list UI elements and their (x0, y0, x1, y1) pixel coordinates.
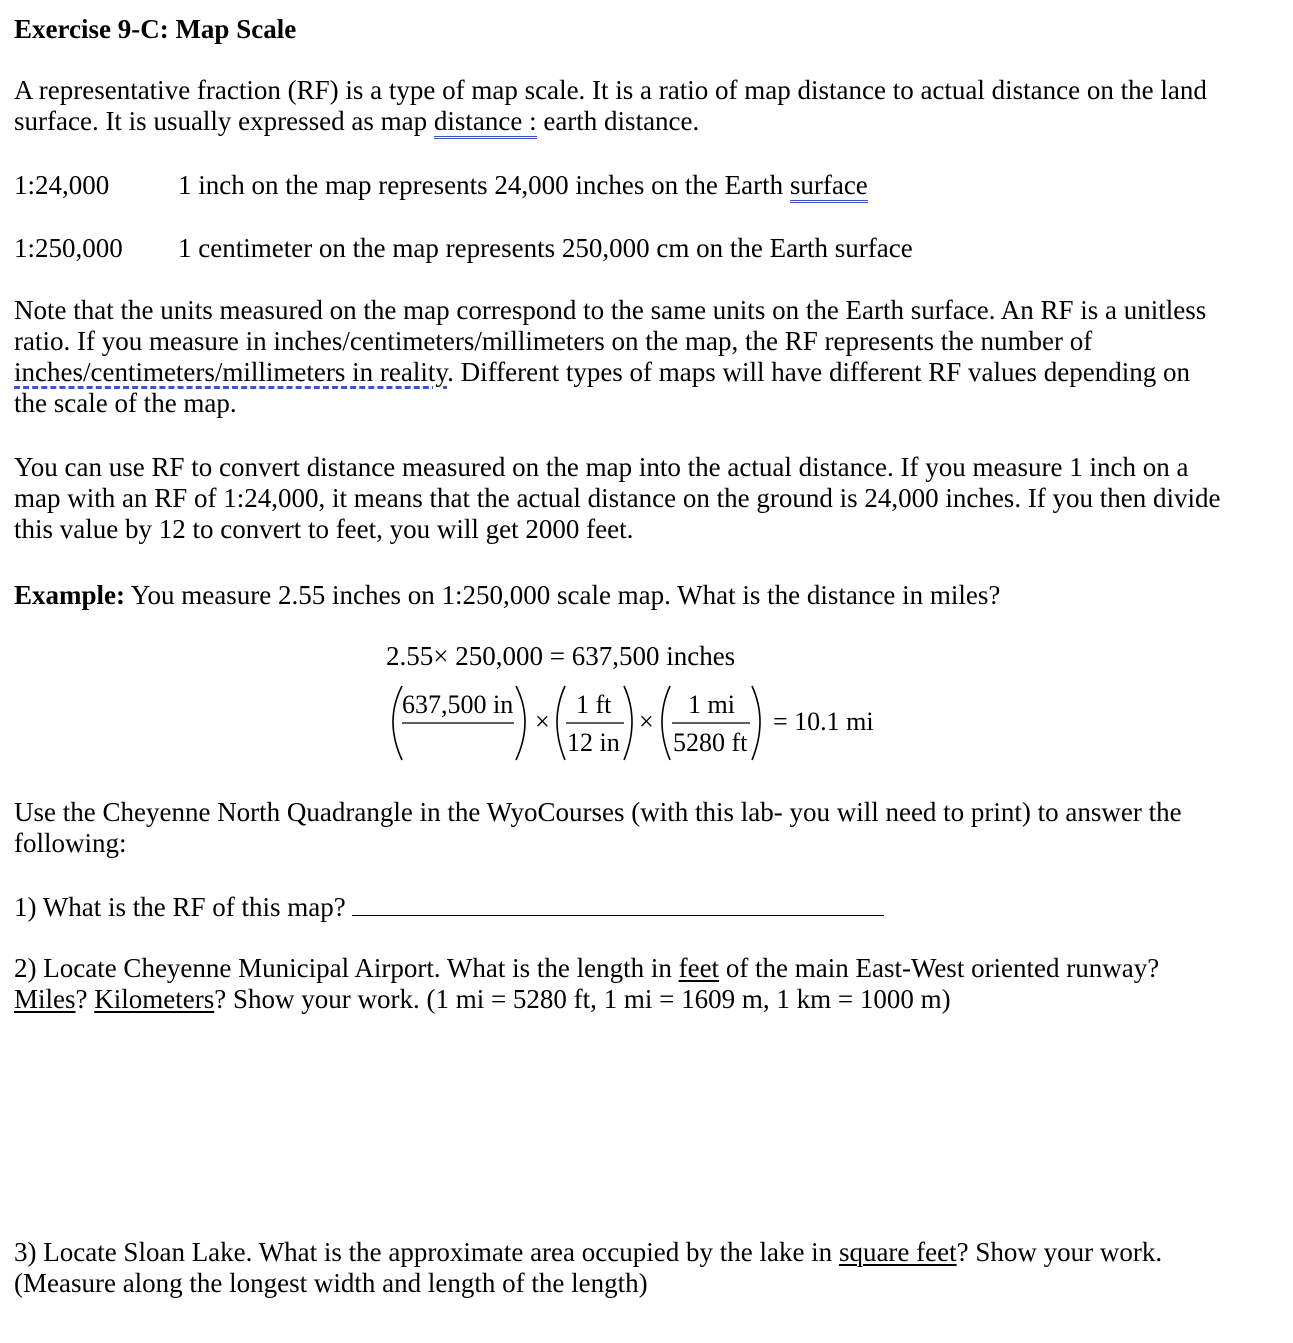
answer-blank[interactable] (352, 891, 884, 916)
left-paren (662, 686, 670, 760)
equation-1: 2.55× 250,000 = 637,500 inches (386, 641, 736, 671)
left-paren (393, 686, 402, 760)
times-symbol: × (535, 707, 550, 736)
frac2-numerator: 1 ft (576, 690, 612, 719)
convert-line-3: this value by 12 to convert to feet, you will get 2000 feet. (14, 514, 634, 544)
note-line-3: inches/centimeters/millimeters in reality. Different types of maps will have different RF values depending on (14, 357, 1190, 387)
right-paren (752, 686, 760, 760)
question-1: 1) What is the RF of this map? (14, 891, 884, 923)
use-line-2: following: (14, 828, 127, 858)
right-paren (624, 686, 632, 760)
intro-line-2: surface. It is usually expressed as map distance : earth distance. (14, 106, 1207, 137)
intro-paragraph (14, 75, 1207, 137)
frac3-denominator: 5280 ft (673, 728, 748, 757)
page-title: Exercise 9-C: Map Scale (14, 14, 297, 44)
question-2-line-1: 2) Locate Cheyenne Municipal Airport. What is the length in feet of the main East-West oriented runway? (14, 953, 1160, 983)
convert-paragraph (14, 452, 1221, 545)
example-label: Example: (14, 580, 125, 610)
frac2-denominator: 12 in (567, 728, 620, 757)
use-line-1: Use the Cheyenne North Quadrangle in the WyoCourses (with this lab- you will need to print) to answer the (14, 797, 1182, 827)
convert-line-2: map with an RF of 1:24,000, it means that the actual distance on the ground is 24,000 inches. If you then divide (14, 483, 1221, 513)
note-line-2: ratio. If you measure in inches/centimeters/millimeters on the map, the RF represents the number of (14, 326, 1093, 356)
question-3-line-1: 3) Locate Sloan Lake. What is the approximate area occupied by the lake in square feet? Show your work. (14, 1237, 1163, 1267)
question-3-line-2: (Measure along the longest width and length of the length) (14, 1268, 648, 1298)
grammar-mark: inches/centimeters/millimeters in reality (14, 357, 448, 387)
note-paragraph (14, 295, 1206, 419)
example-line: Example: You measure 2.55 inches on 1:250,000 scale map. What is the distance in miles? (14, 580, 1001, 610)
scale-desc-1: 1 inch on the map represents 24,000 inches on the Earth surface (178, 169, 868, 201)
frac1-numerator: 637,500 in (402, 690, 514, 719)
note-line-1: Note that the units measured on the map correspond to the same units on the Earth surface. An RF is a unitless (14, 295, 1207, 325)
conversion-equation (380, 678, 900, 770)
use-paragraph (14, 797, 1182, 859)
scale-ratio-2: 1:250,000 (14, 233, 123, 263)
question-2 (14, 953, 1159, 1015)
right-paren (516, 686, 525, 760)
times-symbol: × (639, 707, 654, 736)
frac3-numerator: 1 mi (688, 690, 735, 719)
grammar-mark: distance : (434, 106, 537, 139)
question-3 (14, 1237, 1162, 1299)
note-line-4: the scale of the map. (14, 388, 237, 418)
question-2-line-2: Miles? Kilometers? Show your work. (1 mi = 5280 ft, 1 mi = 1609 m, 1 km = 1000 m) (14, 984, 951, 1014)
result: = 10.1 mi (773, 707, 874, 736)
convert-line-1: You can use RF to convert distance measured on the map into the actual distance. If you measure 1 inch on a (14, 452, 1189, 482)
left-paren (557, 686, 565, 760)
intro-line-1: A representative fraction (RF) is a type of map scale. It is a ratio of map distance to actual distance on the land (14, 75, 1207, 105)
scale-desc-2: 1 centimeter on the map represents 250,000 cm on the Earth surface (178, 233, 913, 263)
scale-ratio-1: 1:24,000 (14, 170, 110, 200)
grammar-mark: surface (790, 170, 868, 203)
